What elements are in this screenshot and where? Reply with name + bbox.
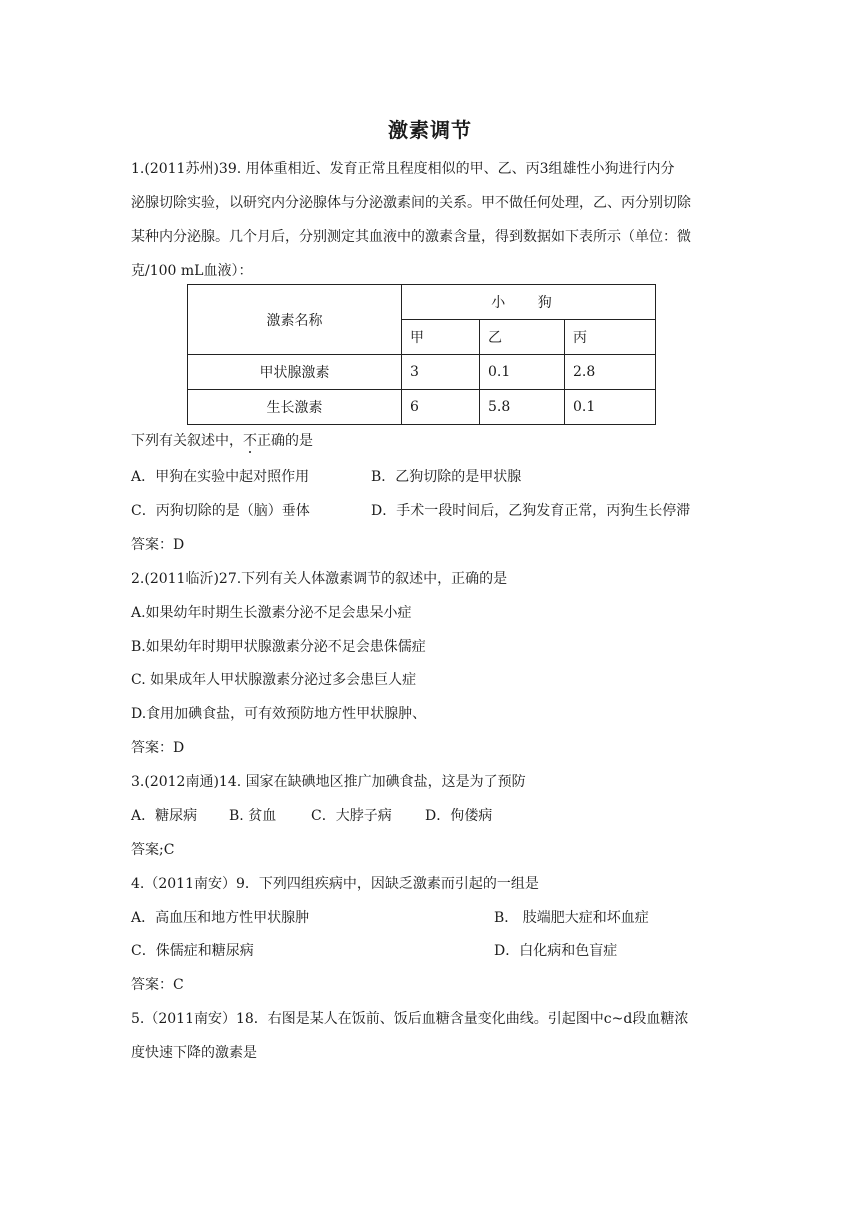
q4-option-b: B． 肢端肥大症和坏血症: [494, 910, 649, 926]
table-cell: 3: [402, 355, 480, 390]
table-cell: 0.1: [480, 355, 565, 390]
table-row: [188, 355, 656, 390]
table-header-col: 乙: [480, 320, 565, 355]
q3-option-a: A．糖尿病: [131, 808, 198, 824]
q4-option-a: A．高血压和地方性甲状腺肿: [131, 910, 310, 926]
table-cell: 0.1: [565, 390, 656, 425]
q2-option-b: B.如果幼年时期甲状腺激素分泌不足会患侏儒症: [131, 639, 426, 655]
q4-option-c: C．侏儒症和糖尿病: [131, 943, 254, 959]
q1-question: [131, 430, 313, 450]
q1-stem-line4: 克/100 mL血液）：: [131, 263, 253, 279]
table-cell-hormone: 生长激素: [188, 390, 402, 425]
q2-option-d: D.食用加碘食盐，可有效预防地方性甲状腺肿、: [131, 706, 427, 722]
q1-question-emphasis: 不: [243, 433, 257, 449]
page-title: 激素调节: [388, 118, 472, 142]
q4-option-d: D．白化病和色盲症: [494, 943, 618, 959]
q1-stem-line3: 某种内分泌腺。几个月后，分别测定其血液中的激素含量，得到数据如下表所示（单位：微: [131, 229, 691, 245]
q5-stem-line2: 度快速下降的激素是: [131, 1045, 257, 1061]
q1-option-b: B．乙狗切除的是甲状腺: [371, 469, 522, 485]
q1-question-pre: 下列有关叙述中，: [131, 433, 243, 449]
table-row: [188, 390, 656, 425]
q2-option-c: C. 如果成年人甲状腺激素分泌过多会患巨人症: [131, 672, 417, 688]
q4-stem: 4.（2011南安）9．下列四组疾病中，因缺乏激素而引起的一组是: [131, 876, 539, 892]
q1-option-c: C．丙狗切除的是（脑）垂体: [131, 503, 310, 519]
table-header-col: 丙: [565, 320, 656, 355]
q3-answer: 答案;C: [131, 842, 175, 858]
q1-question-post: 正确的是: [257, 433, 313, 449]
table-cell: 2.8: [565, 355, 656, 390]
table-header-name: 激素名称: [188, 285, 402, 355]
q3-option-c: C．大脖子病: [311, 808, 392, 824]
q5-stem-line1: 5.（2011南安）18．右图是某人在饭前、饭后血糖含量变化曲线。引起图中c~d段血糖浓: [131, 1011, 689, 1027]
q2-stem: 2.(2011临沂)27.下列有关人体激素调节的叙述中，正确的是: [131, 571, 508, 587]
q2-answer: 答案：D: [131, 740, 185, 756]
q3-stem: 3.(2012南通)14. 国家在缺碘地区推广加碘食盐，这是为了预防: [131, 774, 526, 790]
table-cell: 5.8: [480, 390, 565, 425]
q3-option-d: D．佝偻病: [425, 808, 493, 824]
q4-answer: 答案：C: [131, 977, 184, 993]
q2-option-a: A.如果幼年时期生长激素分泌不足会患呆小症: [131, 605, 412, 621]
q1-stem-line2: 泌腺切除实验，以研究内分泌腺体与分泌激素间的关系。甲不做任何处理，乙、丙分别切除: [131, 195, 691, 211]
table-header-row: [188, 285, 656, 320]
q1-stem-line1: 1.(2011苏州)39. 用体重相近、发育正常且程度相似的甲、乙、丙3组雄性小狗进行内分: [131, 161, 675, 177]
hormone-table: [187, 284, 656, 425]
table-header-group: 小 狗: [402, 285, 656, 320]
q3-option-b: B. 贫血: [229, 808, 277, 824]
q1-option-d: D．手术一段时间后，乙狗发育正常，丙狗生长停滞: [371, 503, 691, 519]
q1-option-a: A．甲狗在实验中起对照作用: [131, 469, 310, 485]
table-header-col: 甲: [402, 320, 480, 355]
table-cell: 6: [402, 390, 480, 425]
table-cell-hormone: 甲状腺激素: [188, 355, 402, 390]
q1-answer: 答案：D: [131, 537, 185, 553]
